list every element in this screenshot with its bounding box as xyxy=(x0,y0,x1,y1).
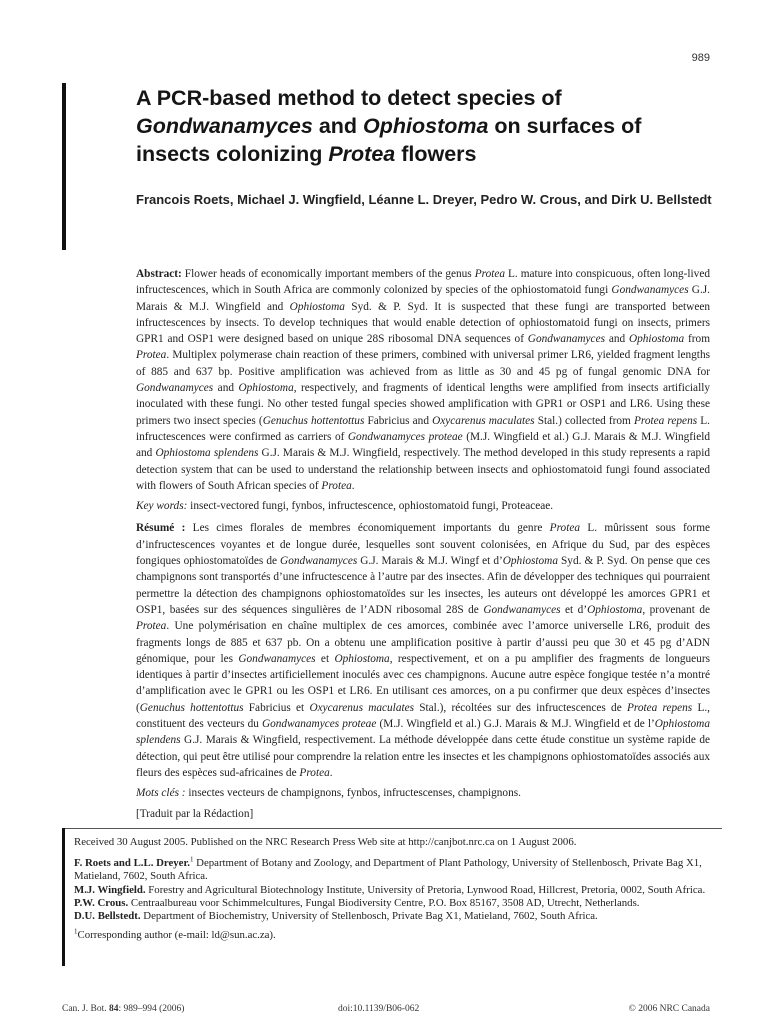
abstract-section xyxy=(136,266,710,826)
footnotes-section xyxy=(74,836,714,946)
journal-citation: Can. J. Bot. 84: 989–994 (2006) xyxy=(62,1004,185,1014)
mots-cles: Mots clés : insectes vecteurs de champignons, fynbos, infructescenses, champignons. xyxy=(136,787,521,800)
affiliation-roets-dreyer: F. Roets and L.L. Dreyer.$^1$ Department of Botany and Zoology, and Department of Plant Pathology, University of Stellenbosch, Private Bag X1, Matieland, 7602, South Africa. xyxy=(74,855,702,883)
affiliation-bellstedt: D.U. Bellstedt. Department of Biochemistry, University of Stellenbosch, Private Bag X1, Matieland, 7602, South Africa. xyxy=(74,910,598,923)
footer-divider xyxy=(62,828,722,829)
corresponding-author-note: $^1$Corresponding author (e-mail: ld@sun.ac.za). xyxy=(74,927,276,942)
doi-link[interactable]: doi:10.1139/B06-062 xyxy=(338,1004,420,1014)
page-number: 989 xyxy=(691,52,710,64)
received-note: Received 30 August 2005. Published on the NRC Research Press Web site at http://canjbot.nrc.ca on 1 August 2006. xyxy=(74,836,577,848)
keywords: Key words: insect-vectored fungi, fynbos, infructescence, ophiostomatoid fungi, Proteaceae. xyxy=(136,500,554,513)
abstract-paragraph: Abstract: Flower heads of economically important members of the genus Protea L. mature into conspicuous, often long-lived infructescences, which in South Africa are commonly colonized by species of the ophiostomatoid fungi Gondwanamyces G.J. Marais & M.J. Wingfield and Ophiostoma Syd. & P. Syd. It is suspected that these fungi are transported between infructescences by insects. To develop techniques that would enable detection of ophiostomatoid fungi on insects, primers GPR1 and OSP1 were designed based on unique 28S ribosomal DNA sequences of Gondwanamyces and Ophiostoma from Protea. Multiplex polymerase chain reaction of these primers, combined with universal primer LR6, yielded fragment lengths of 885 and 637 bp. Positive amplification was achieved from as little as 30 and 45 pg of fungal genomic DNA for Gondwanamyces and Ophiostoma, respectively, and fragments of identical lengths were amplified from insects artificially inoculated with these fungi. No other tested fungal species showed amplification with GPR1 or OSP1 and LR6. Using these primers two insect species (Genuchus hottentottus Fabricius and Oxycarenus maculates Stal.) collected from Protea repens L. infructescences were confirmed as carriers of Gondwanamyces proteae (M.J. Wingfield et al.) G.J. Marais & M.J. Wingfield and Ophiostoma splendens G.J. Marais & M.J. Wingfield, respectively. The method developed in this study represents a rapid detection system that can be used to understand the relationship between insects and ophiostomatoid fungi found associated with flowers of South African species of Protea. xyxy=(136,268,710,492)
affiliation-crous: P.W. Crous. Centraalbureau voor Schimmelcultures, Fungal Biodiversity Centre, P.O. Box 85167, 3508 AD, Utrecht, Netherlands. xyxy=(74,896,640,909)
title-accent-bar xyxy=(62,83,66,250)
copyright-notice: © 2006 NRC Canada xyxy=(628,1004,710,1014)
translation-note: [Traduit par la Rédaction] xyxy=(136,807,254,820)
resume-paragraph: Résumé : Les cimes florales de membres économiquement importants du genre Protea L. mûrissent sous forme d’infructescences voyantes et de longue durée, lesquelles sont souvent colonisées, en Afrique du Sud, par des espèces fongiques ophiostomatoïdes de Gondwanamyces G.J. Marais & M.J. Wingf et d’Ophiostoma Syd. & P. Syd. On pense que ces champignons sont transportés d’une infructescence à l’autre par des insectes. Afin de développer des techniques qui pourraient permettre la détection des champignons ophiostomatoïdes sur les insectes, les auteurs ont développé les amorces GPR1 et OSP1, basées sur des séquences singulières de l’ADN ribosomal 28S de Gondwanamyces et d’Ophiostoma, provenant de Protea. Une polymérisation en chaîne multiplex de ces amorces, combinée avec l’amorce universelle LR6, produit des fragments longs de 885 et 637 pb. On a obtenu une amplification positive à partir d’aussi peu que 30 et 45 pg d’ADN génomique, pour les Gondwanamyces et Ophiostoma, respectivement, et on a pu amplifier des fragments de longueurs identiques à partir d’insectes artificiellement inoculés avec ces champignons. Aucune autre espèce fongique testée n’a montré d’amplification avec le GPR1 ou les OSP1 et LR6. En utilisant ces amorces, on a pu confirmer que deux espèces d’insectes (Genuchus hottentottus Fabricius et Oxycarenus maculates Stal.), récoltées sur des infructescences de Protea repens L., constituent des vecteurs du Gondwanamyces proteae (M.J. Wingfield et al.) G.J. Marais & M.J. Wingfield et de l’Ophiostoma splendens G.J. Marais & Wingfield, respectivement. La méthode développée dans cette étude constitue un système rapide de détection, qui peut être utilisé pour comprendre la relation entre les insectes et les champignons ophiostomatoïdes associés aux fleurs des espèces sud-africaines de Protea. xyxy=(136,522,710,779)
footer-accent-bar xyxy=(62,828,65,966)
title-block xyxy=(136,84,716,210)
article-title: A PCR-based method to detect species of Gondwanamyces and Ophiostoma on surfaces of insects colonizing Protea flowers xyxy=(136,86,642,166)
affiliation-wingfield: M.J. Wingfield. Forestry and Agricultural Biotechnology Institute, University of Pretoria, Lynwood Road, Hillcrest, Pretoria, 0002, South Africa. xyxy=(74,883,706,896)
author-list: Francois Roets, Michael J. Wingfield, Léanne L. Dreyer, Pedro W. Crous, and Dirk U. Bellstedt xyxy=(136,192,712,207)
